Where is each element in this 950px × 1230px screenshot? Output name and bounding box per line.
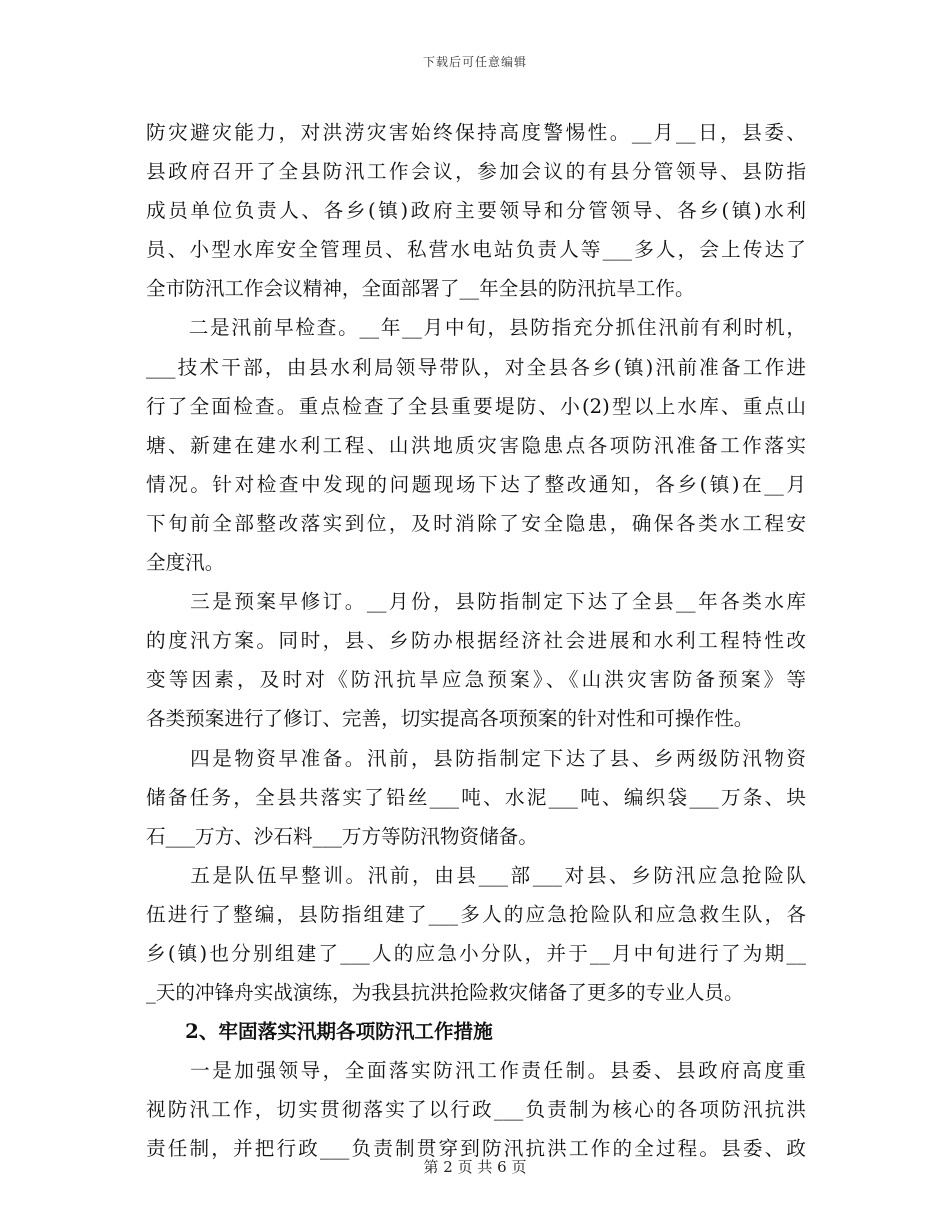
text-line: 塘、新建在建水利工程、山洪地质灾害隐患点各项防汛准备工作落实 <box>146 433 806 457</box>
text-line: 一是加强领导，全面落实防汛工作责任制。县委、县政府高度重 <box>146 1059 806 1083</box>
text-line: 视防汛工作，切实贯彻落实了以行政___负责制为核心的各项防汛抗洪 <box>146 1098 806 1122</box>
text-line: 下旬前全部整改落实到位，及时消除了安全隐患，确保各类水工程安 <box>146 511 806 535</box>
section-heading: 2、牢固落实汛期各项防汛工作措施 <box>146 1020 493 1044</box>
text-line: _天的冲锋舟实战演练，为我县抗洪抢险救灾储备了更多的专业人员。 <box>146 981 744 1005</box>
text-line: ___技术干部，由县水利局领导带队，对全县各乡(镇)汛前准备工作进 <box>146 355 806 379</box>
text-line: 全度汛。 <box>146 551 225 575</box>
text-line: 员、小型水库安全管理员、私营水电站负责人等___多人，会上传达了 <box>146 238 806 262</box>
text-line: 成员单位负责人、各乡(镇)政府主要领导和分管领导、各乡(镇)水利 <box>146 199 806 223</box>
text-line: 县政府召开了全县防汛工作会议，参加会议的有县分管领导、县防指 <box>146 160 806 184</box>
document-body <box>146 113 806 1169</box>
text-line: 三是预案早修订。__月份，县防指制定下达了全县__年各类水库 <box>146 590 806 614</box>
text-line: 防灾避灾能力，对洪涝灾害始终保持高度警惕性。__月__日，县委、 <box>146 121 806 144</box>
text-line: 伍进行了整编，县防指组建了___多人的应急抢险队和应急救生队，各 <box>146 902 806 926</box>
text-line: 储备任务，全县共落实了铅丝___吨、水泥___吨、编织袋___万条、块 <box>146 785 806 809</box>
text-line: 五是队伍早整训。汛前，由县___部___对县、乡防汛应急抢险队 <box>146 863 806 887</box>
text-line: 乡(镇)也分别组建了___人的应急小分队，并于__月中旬进行了为期__ <box>146 941 806 965</box>
text-line: 二是汛前早检查。__年__月中旬，县防指充分抓住汛前有利时机， <box>146 316 806 340</box>
text-line: 变等因素，及时对《防汛抗旱应急预案》、《山洪灾害防备预案》等 <box>146 668 806 692</box>
text-line: 行了全面检查。重点检查了全县重要堤防、小(2)型以上水库、重点山 <box>146 394 806 418</box>
text-line: 责任制，并把行政___负责制贯穿到防汛抗洪工作的全过程。县委、政 <box>146 1137 806 1161</box>
text-line: 石___万方、沙石料___万方等防汛物资储备。 <box>146 824 538 848</box>
text-line: 情况。针对检查中发现的问题现场下达了整改通知，各乡(镇)在__月 <box>146 472 806 496</box>
text-line: 全市防汛工作会议精神，全面部署了__年全县的防汛抗旱工作。 <box>146 277 695 301</box>
text-line: 各类预案进行了修订、完善，切实提高各项预案的针对性和可操作性。 <box>146 707 754 731</box>
page-header: 下载后可任意编辑 <box>422 55 527 69</box>
text-line: 的度汛方案。同时，县、乡防办根据经济社会进展和水利工程特性改 <box>146 629 806 653</box>
text-line: 四是物资早准备。汛前，县防指制定下达了县、乡两级防汛物资 <box>146 746 806 770</box>
page-number-footer: 第 2 页 共 6 页 <box>423 1158 527 1176</box>
